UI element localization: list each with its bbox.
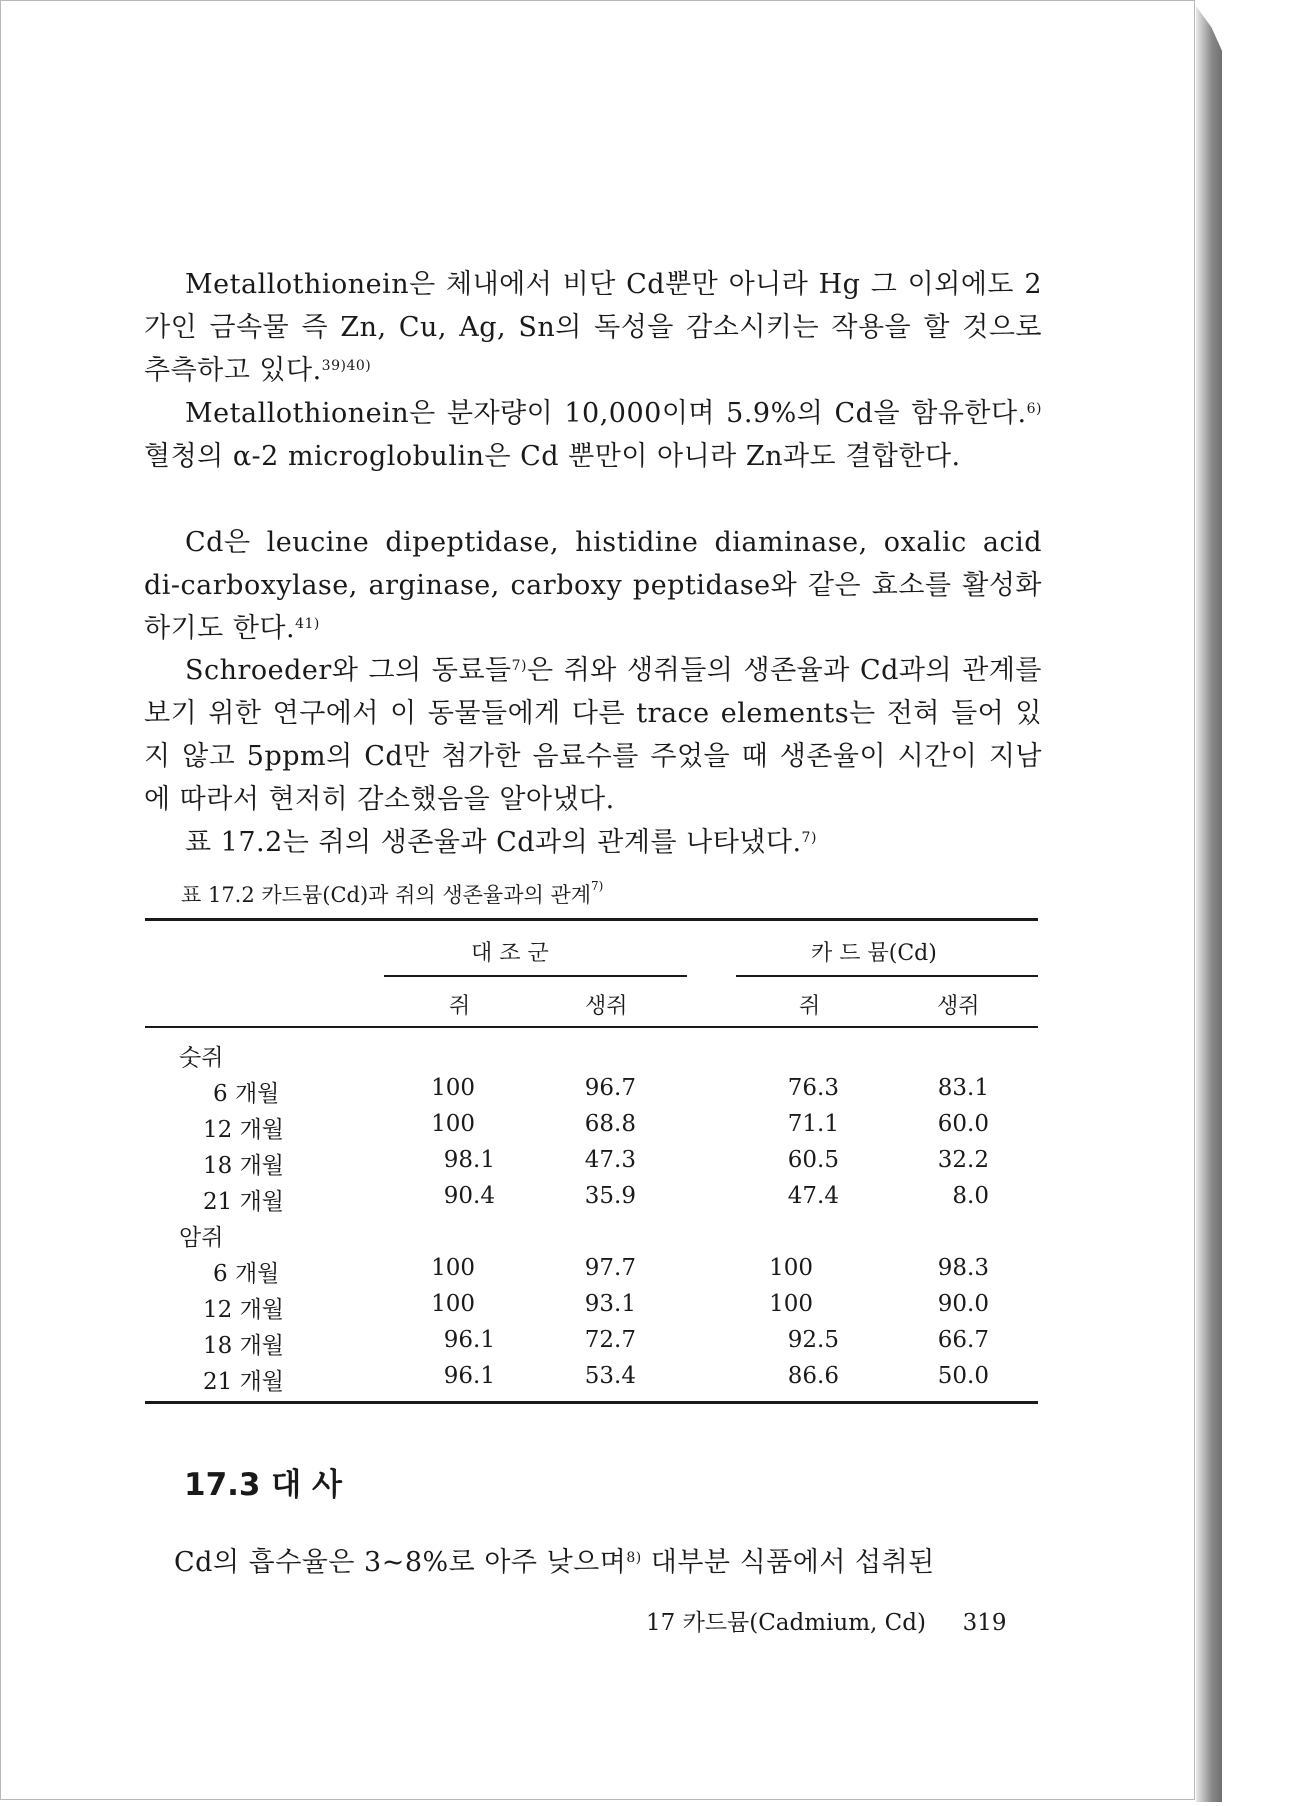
- cell-cadmium-mouse: 8.0: [952, 1183, 989, 1209]
- control-group-rule: [384, 975, 687, 977]
- cell-cadmium-rat: 92.5: [787, 1327, 839, 1353]
- cell-cadmium-rat: 76.3: [787, 1075, 839, 1101]
- cell-cadmium-mouse: 90.0: [937, 1291, 989, 1317]
- section-label-male: 숫쥐: [179, 1045, 224, 1071]
- row-period: 12 개월: [203, 1297, 285, 1323]
- cell-cadmium-rat: 100: [769, 1255, 813, 1281]
- table-bottom-rule: [145, 1401, 1038, 1404]
- header-control-group: 대 조 군: [471, 941, 549, 966]
- page-edge-shadow: [1196, 6, 1222, 1802]
- footer-chapter: 17 카드뮴(Cadmium, Cd): [646, 1610, 926, 1636]
- footnote-ref: 7): [511, 658, 527, 674]
- cell-control-mouse: 35.9: [584, 1183, 636, 1209]
- cell-cadmium-mouse: 60.0: [937, 1111, 989, 1137]
- cell-control-rat: 98.1: [443, 1147, 495, 1173]
- cell-control-rat: 100: [431, 1291, 475, 1317]
- footnote-ref: 41): [295, 616, 320, 632]
- cell-control-rat: 96.1: [443, 1327, 495, 1353]
- cell-control-mouse: 53.4: [584, 1363, 636, 1389]
- section-label-female: 암쥐: [179, 1225, 224, 1251]
- cell-control-mouse: 68.8: [584, 1111, 636, 1137]
- row-period: 6 개월: [213, 1261, 280, 1287]
- footnote-ref: 7): [801, 830, 817, 846]
- row-period: 21 개월: [203, 1369, 285, 1395]
- cell-control-mouse: 97.7: [584, 1255, 636, 1281]
- cell-cadmium-mouse: 50.0: [937, 1363, 989, 1389]
- cell-cadmium-rat: 100: [769, 1291, 813, 1317]
- footnote-ref: 39)40): [321, 358, 372, 374]
- page-number: 319: [962, 1610, 1007, 1636]
- cell-control-rat: 100: [431, 1111, 475, 1137]
- cell-cadmium-rat: 86.6: [787, 1363, 839, 1389]
- header-cadmium-mouse: 생쥐: [937, 994, 980, 1019]
- running-footer: [646, 1604, 1006, 1637]
- table-header-rule: [145, 1026, 1038, 1028]
- cell-cadmium-rat: 71.1: [787, 1111, 839, 1137]
- cell-cadmium-mouse: 66.7: [937, 1327, 989, 1353]
- header-cadmium-rat: 쥐: [799, 994, 821, 1019]
- cell-control-mouse: 72.7: [584, 1327, 636, 1353]
- table-top-rule: [145, 918, 1038, 921]
- cell-cadmium-mouse: 98.3: [937, 1255, 989, 1281]
- cell-control-rat: 90.4: [443, 1183, 495, 1209]
- row-period: 21 개월: [203, 1189, 285, 1215]
- cell-control-rat: 100: [431, 1255, 475, 1281]
- footnote-ref: 8): [626, 1550, 642, 1566]
- cell-control-mouse: 93.1: [584, 1291, 636, 1317]
- row-period: 6 개월: [213, 1081, 280, 1107]
- cell-control-mouse: 47.3: [584, 1147, 636, 1173]
- header-control-mouse: 생쥐: [585, 994, 628, 1019]
- paragraph-6: Cd의 흡수율은 3~8%로 아주 낮으며$^{8)}$ 대부분 식품에서 섭취된: [174, 1547, 935, 1578]
- table-caption: 표 17.2 카드뮴(Cd)과 쥐의 생존율과의 관계$^{7)}$: [181, 879, 604, 907]
- row-period: 12 개월: [203, 1117, 285, 1143]
- cell-control-rat: 96.1: [443, 1363, 495, 1389]
- section-heading: 17.3 대 사: [184, 1467, 342, 1503]
- cell-cadmium-mouse: 83.1: [937, 1075, 989, 1101]
- header-control-rat: 쥐: [449, 994, 471, 1019]
- paragraph-3: Cd은 leucine dipeptidase, histidine diaminase, oxalic acid di-carboxylase, arginase, carboxy peptidase와 같은 효소를 활성화하기도 한다.$^{41)}$: [144, 527, 1042, 644]
- paragraph-5: 표 17.2는 쥐의 생존율과 Cd과의 관계를 나타냈다.$^{7)}$: [185, 827, 817, 858]
- row-period: 18 개월: [203, 1153, 285, 1179]
- cell-control-mouse: 96.7: [584, 1075, 636, 1101]
- cell-cadmium-rat: 60.5: [787, 1147, 839, 1173]
- header-cadmium-group: 카 드 뮴(Cd): [811, 941, 937, 966]
- cell-cadmium-rat: 47.4: [787, 1183, 839, 1209]
- cell-control-rat: 100: [431, 1075, 475, 1101]
- footnote-ref: 6): [1026, 401, 1042, 417]
- paragraph-4: Schroeder와 그의 동료들$^{7)}$은 쥐와 생쥐들의 생존율과 Cd과의 관계를 보기 위한 연구에서 이 동물들에게 다른 trace elements는 전혀 들어 있지 않고 5ppm의 Cd만 첨가한 음료수를 주었을 때 생존율이 시간이 지남에 따라서 현저히 감소했음을 알아냈다.: [144, 655, 1042, 815]
- cadmium-group-rule: [736, 975, 1038, 977]
- paragraph-1: Metallothionein은 체내에서 비단 Cd뿐만 아니라 Hg 그 이외에도 2가인 금속물 즉 Zn, Cu, Ag, Sn의 독성을 감소시키는 작용을 할 것으로 추측하고 있다.$^{39)40)}$: [144, 269, 1042, 386]
- paragraph-2: Metallothionein은 분자량이 10,000이며 5.9%의 Cd을 함유한다.$^{6)}$ 혈청의 α-2 microglobulin은 Cd 뿐만이 아니라 Zn과도 결합한다.: [144, 398, 1042, 472]
- row-period: 18 개월: [203, 1333, 285, 1359]
- cell-cadmium-mouse: 32.2: [937, 1147, 989, 1173]
